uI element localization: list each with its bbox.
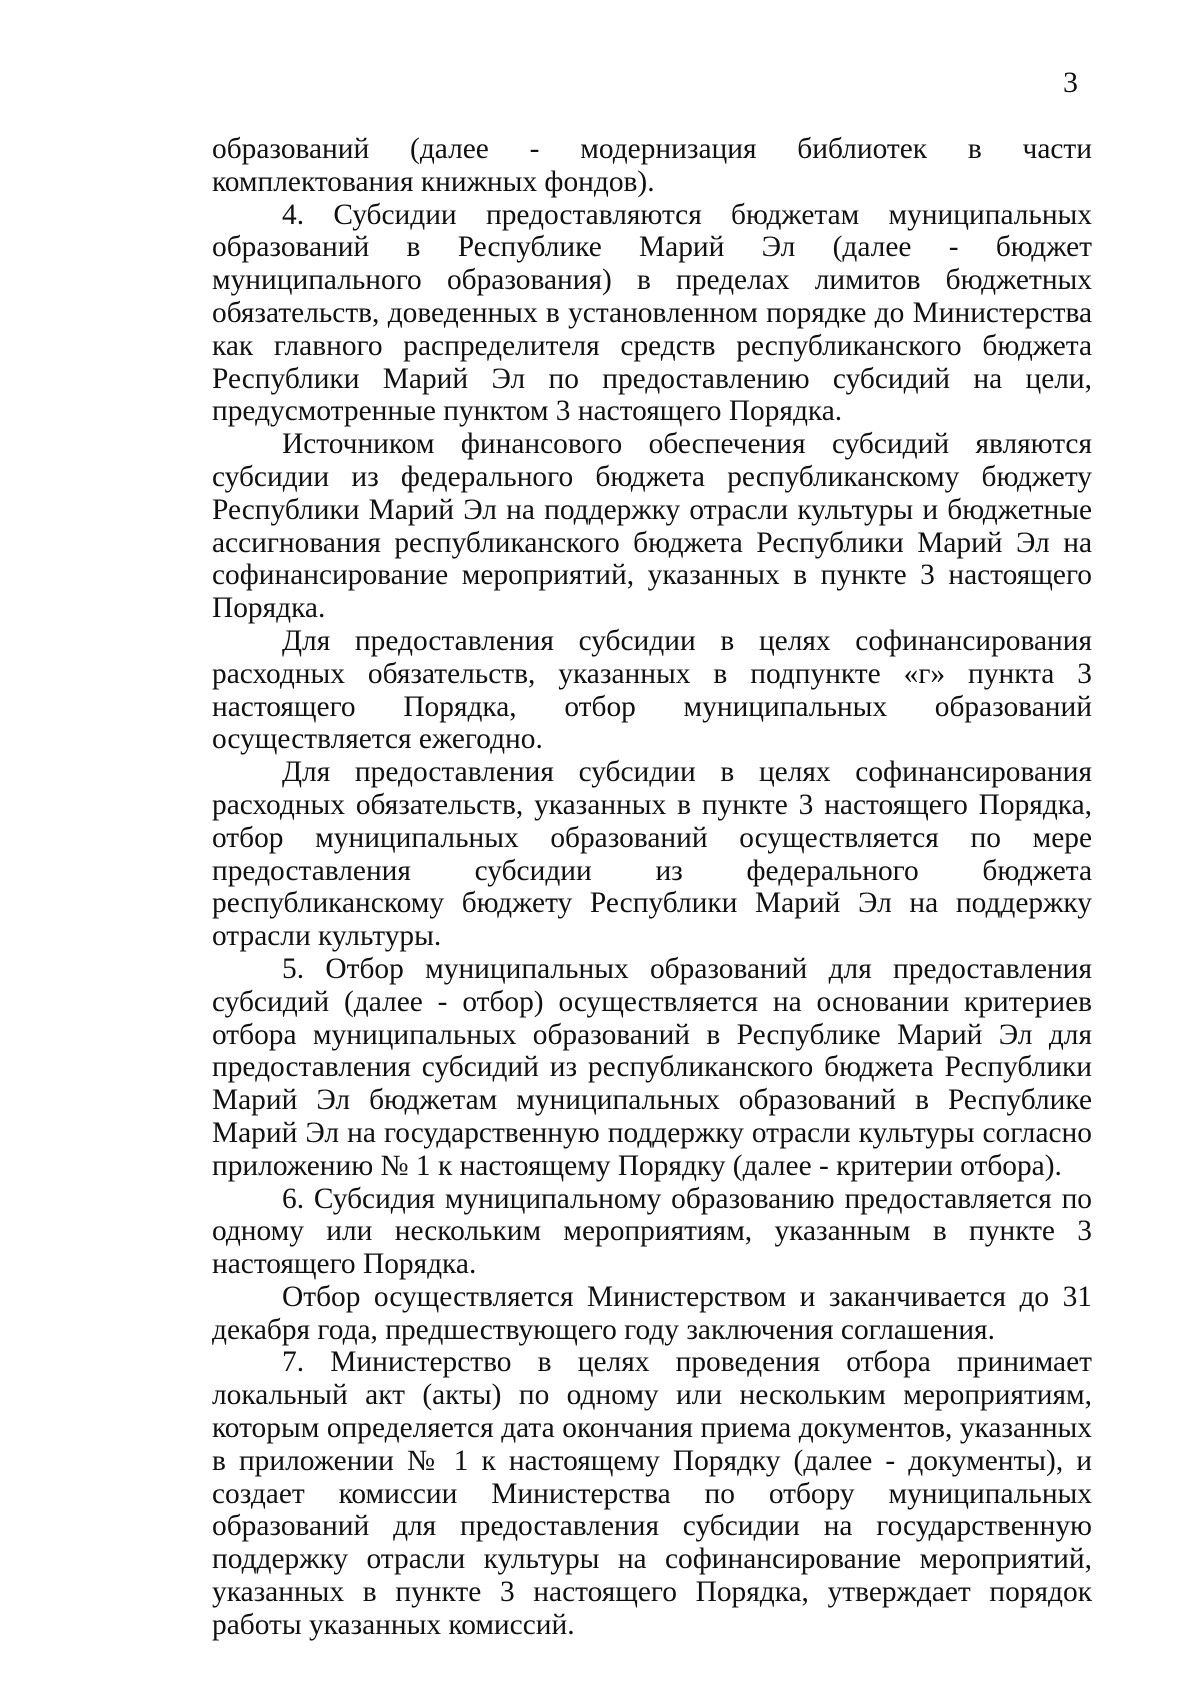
paragraph-selection-on-provision: Для предоставления субсидии в целях софинансирования расходных обязательств, указанных в пункте 3 настоящего Порядка, отбор муниципальных образований осуществляется по мере предоставления субсидии из федерального бюджета республиканскому бюджету Республики Марий Эл на поддержку отрасли культуры. — [212, 756, 1092, 953]
paragraph-item-7: 7. Министерство в целях проведения отбора принимает локальный акт (акты) по одному или нескольким мероприятиям, которым определяется дата окончания приема документов, указанных в приложении № 1 к настоящему Порядку (далее - документы), и создает комиссии Министерства по отбору муниципальных образований для предоставления субсидии на государственную поддержку отрасли культуры на софинансирование мероприятий, указанных в пункте 3 настоящего Порядка, утверждает порядок работы указанных комиссий. — [212, 1346, 1092, 1641]
paragraph-selection-deadline: Отбор осуществляется Министерством и заканчивается до 31 декабря года, предшествующего году заключения соглашения. — [212, 1280, 1092, 1346]
paragraph-item-6: 6. Субсидия муниципальному образованию предоставляется по одному или нескольким мероприятиям, указанным в пункте 3 настоящего Порядка. — [212, 1182, 1092, 1281]
page-number: 3 — [1063, 66, 1078, 99]
paragraph-annual-selection: Для предоставления субсидии в целях софинансирования расходных обязательств, указанных в подпункте «г» пункта 3 настоящего Порядка, отбор муниципальных образований осуществляется ежегодно. — [212, 624, 1092, 756]
paragraph-item-5: 5. Отбор муниципальных образований для предоставления субсидий (далее - отбор) осуществляется на основании критериев отбора муниципальных образований в Республике Марий Эл для предоставления субсидий из республиканского бюджета Республики Марий Эл бюджетам муниципальных образований в Республике Марий Эл на государственную поддержку отрасли культуры согласно приложению № 1 к настоящему Порядку (далее - критерии отбора). — [212, 952, 1092, 1182]
paragraph-continuation: образований (далее - модернизация библиотек в части комплектования книжных фондов). — [212, 133, 1092, 198]
document-body — [212, 133, 1092, 1642]
paragraph-funding-source: Источником финансового обеспечения субсидий являются субсидии из федерального бюджета республиканскому бюджету Республики Марий Эл на поддержку отрасли культуры и бюджетные ассигнования республиканского бюджета Республики Марий Эл на софинансирование мероприятий, указанных в пункте 3 настоящего Порядка. — [212, 428, 1092, 625]
paragraph-item-4: 4. Субсидии предоставляются бюджетам муниципальных образований в Республике Марий Эл (далее - бюджет муниципального образования) в пределах лимитов бюджетных обязательств, доведенных в установленном порядке до Министерства как главного распределителя средств республиканского бюджета Республики Марий Эл по предоставлению субсидий на цели, предусмотренные пунктом 3 настоящего Порядка. — [212, 198, 1092, 428]
